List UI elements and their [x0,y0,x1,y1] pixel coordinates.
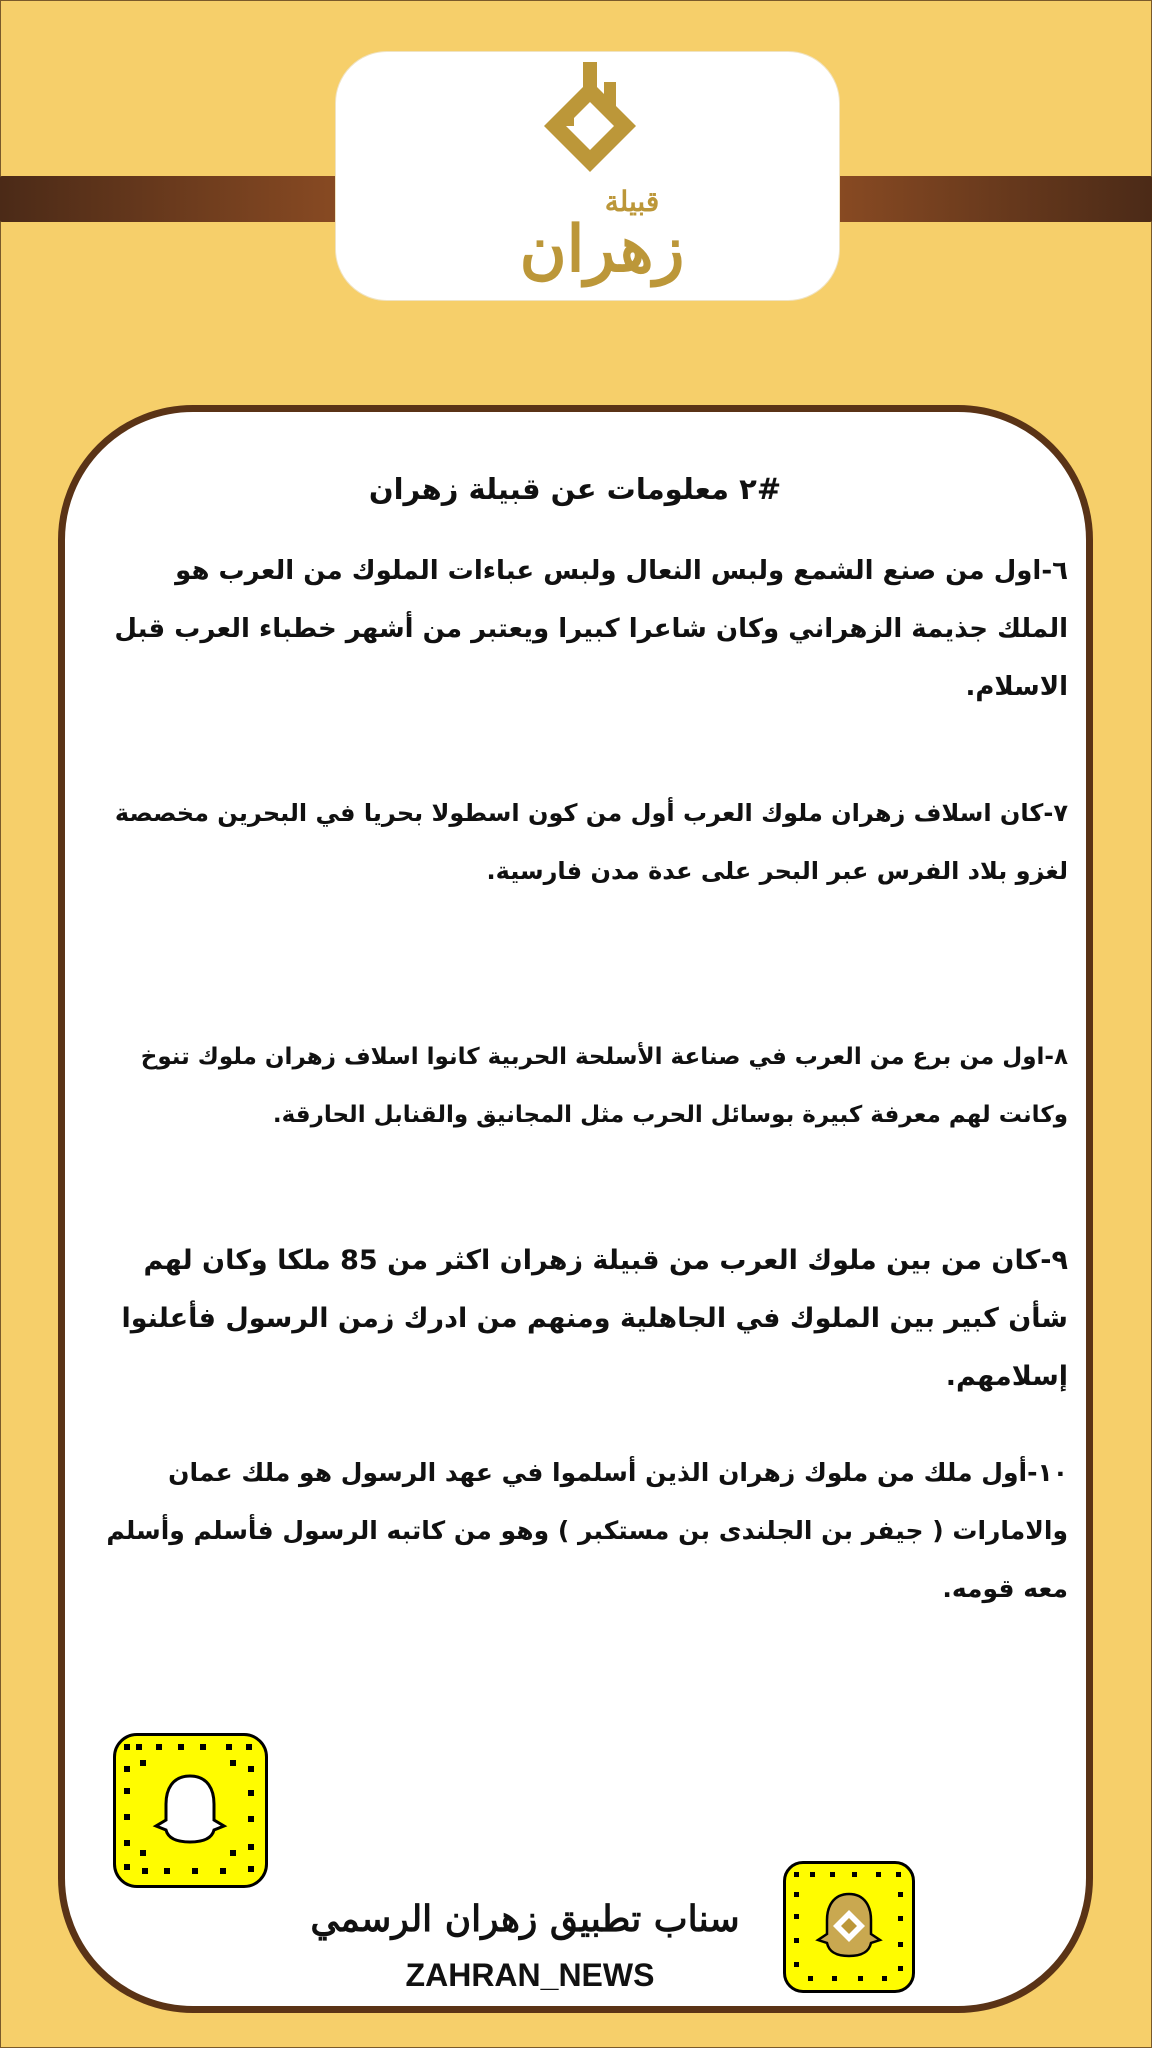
zahran-logo-icon [534,62,646,190]
fact-item-10: ١٠-أول ملك من ملوك زهران الذين أسلموا في عهد الرسول هو ملك عمان والامارات ( جيفر بن الجلندى بن مستكبر ) وهو من كاتبه الرسول فأسلم وأسلم معه قومه. [106,1458,1068,1603]
fact-item-8: ٨-اول من برع من العرب في صناعة الأسلحة الحربية كانوا اسلاف زهران ملوك تنوخ وكانت لهم معرفة كبيرة بوسائل الحرب مثل المجانيق والقنابل الحارقة. [140,1044,1068,1128]
fact-item-6: ٦-اول من صنع الشمع ولبس النعال ولبس عباءات الملوك من العرب هو الملك جذيمة الزهراني وكان شاعرا كبيرا ويعتبر من أشهر خطباء العرب قبل الاسلام. [114,556,1068,702]
decorative-stripe-left [0,176,350,222]
card-title: #٢ معلومات عن قبيلة زهران [368,472,782,506]
snapcode-icon [113,1733,268,1888]
fact-item-7: ٧-كان اسلاف زهران ملوك العرب أول من كون اسطولا بحريا في البحرين مخصصة لغزو بلاد الفرس عبر البحر على عدة مدن فارسية. [114,799,1068,885]
content-card [58,405,1093,2013]
snap-handle: ZAHRAN_NEWS [405,1957,655,1993]
snapcode-zahran-icon [783,1861,915,1993]
logo-box [335,51,840,301]
logo-small-text: قبيلة [604,185,660,218]
logo-big-text: زهران [519,212,685,287]
snap-heading: سناب تطبيق زهران الرسمي [310,1898,740,1940]
decorative-stripe-right [828,176,1152,222]
fact-item-9: ٩-كان من بين ملوك العرب من قبيلة زهران اكثر من 85 ملكا وكان لهم شأن كبير بين الملوك في الجاهلية ومنهم من ادرك زمن الرسول فأعلنوا إسلامهم. [121,1245,1068,1392]
